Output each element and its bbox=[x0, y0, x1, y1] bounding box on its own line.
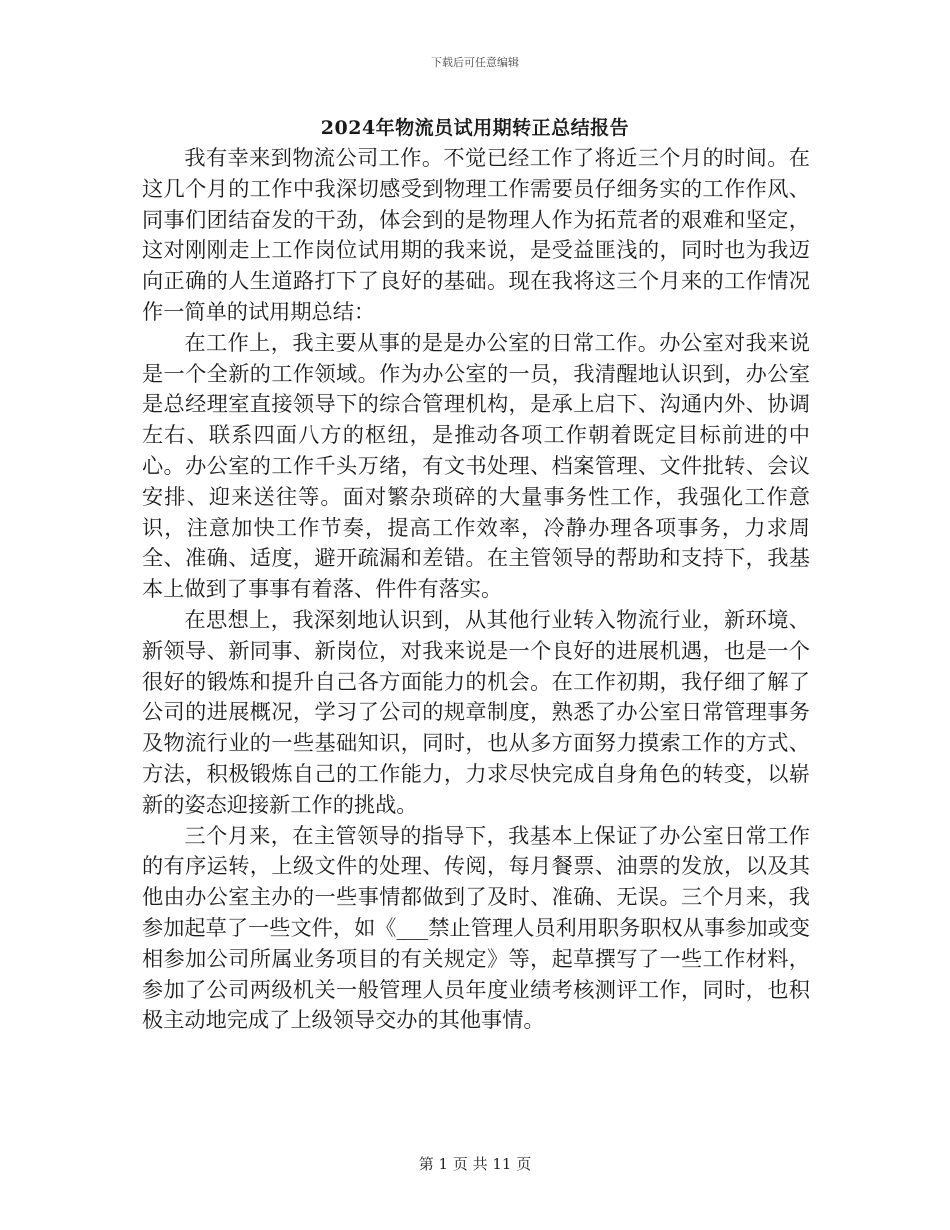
paragraph-achievements: 三个月来，在主管领导的指导下，我基本上保证了办公室日常工作的有序运转，上级文件的处理、传阅，每月餐票、油票的发放，以及其他由办公室主办的一些事情都做到了及时、准确、无误。三个月来，我参加起草了一些文件，如《___禁止管理人员利用职务职权从事参加或变相参加公司所属业务项目的有关规定》等，起草撰写了一些工作材料，参加了公司两级机关一般管理人员年度业绩考核测评工作，同时，也积极主动地完成了上级领导交办的其他事情。 bbox=[142, 822, 810, 1033]
page-number: 第 1 页 共 11 页 bbox=[418, 1155, 532, 1173]
document-title: 2024年物流员试用期转正总结报告 bbox=[320, 117, 630, 139]
paragraph-intro: 我有幸来到物流公司工作。不觉已经工作了将近三个月的时间。在这几个月的工作中我深切感受到物理工作需要员仔细务实的工作作风、同事们团结奋发的干劲，体会到的是物理人作为拓荒者的艰难和坚定，这对刚刚走上工作岗位试用期的我来说，是受益匪浅的，同时也为我迈向正确的人生道路打下了良好的基础。现在我将这三个月来的工作情况作一简单的试用期总结： bbox=[142, 145, 810, 324]
paragraph-thought: 在思想上，我深刻地认识到，从其他行业转入物流行业，新环境、新领导、新同事、新岗位，对我来说是一个良好的进展机遇，也是一个很好的锻炼和提升自己各方面能力的机会。在工作初期，我仔细了解了公司的进展概况，学习了公司的规章制度，熟悉了办公室日常管理事务及物流行业的一些基础知识，同时，也从多方面努力摸索工作的方式、方法，积极锻炼自己的工作能力，力求尽快完成自身角色的转变，以崭新的姿态迎接新工作的挑战。 bbox=[142, 606, 810, 817]
document-body bbox=[142, 143, 810, 1036]
header-note: 下载后可任意编辑 bbox=[431, 56, 519, 69]
paragraph-work: 在工作上，我主要从事的是是办公室的日常工作。办公室对我来说是一个全新的工作领域。作为办公室的一员，我清醒地认识到，办公室是总经理室直接领导下的综合管理机构，是承上启下、沟通内外、协调左右、联系四面八方的枢纽，是推动各项工作朝着既定目标前进的中心。办公室的工作千头万绪，有文书处理、档案管理、文件批转、会议安排、迎来送往等。面对繁杂琐碎的大量事务性工作，我强化工作意识，注意加快工作节奏，提高工作效率，冷静办理各项事务，力求周全、准确、适度，避开疏漏和差错。在主管领导的帮助和支持下，我基本上做到了事事有着落、件件有落实。 bbox=[142, 329, 810, 602]
